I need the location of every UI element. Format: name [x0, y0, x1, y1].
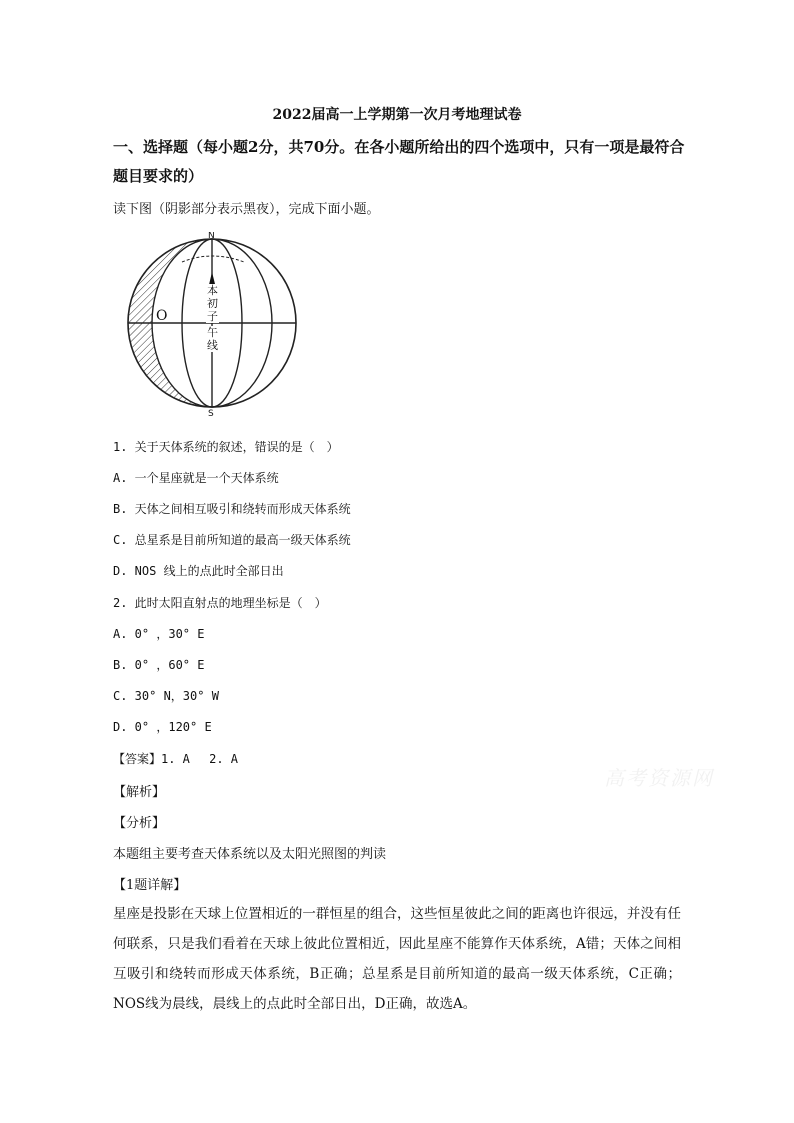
question-1-option-a: A. 一个星座就是一个天体系统 — [113, 471, 279, 485]
detail-label: 【1题详解】 — [113, 878, 187, 893]
fenxi-text: 本题组主要考查天体系统以及太阳光照图的判读 — [113, 847, 387, 862]
question-1-option-b: B. 天体之间相互吸引和绕转而形成天体系统 — [113, 502, 351, 516]
question-1-option-c: C. 总星系是目前所知道的最高一级天体系统 — [113, 533, 351, 547]
meridian-label-char: 子 — [207, 310, 218, 323]
question-2-option-b: B. 0° ，60° E — [113, 658, 205, 672]
center-o-label: O — [156, 308, 168, 324]
intro-text: 读下图（阴影部分表示黑夜），完成下面小题。 — [113, 202, 380, 217]
answer-line: 【答案】1. A 2. A — [113, 752, 239, 766]
question-1-stem: 1. 关于天体系统的叙述，错误的是（ ） — [113, 440, 339, 454]
detail-text: 星座是投影在天球上位置相近的一群恒星的组合，这些恒星彼此之间的距离也许很远，并没有任何联系，只是我们看着在天球上彼此位置相近，因此星座不能算作天体系统，A错；天体之间相互吸引和绕转而形成天体系统，B正确；总星系是目前所知道的最高一级天体系统，C正确；NOS线为晨线，晨线上的点此时全部日出，D正确，故选A。 — [113, 906, 681, 1012]
meridian-label-char: 线 — [207, 339, 218, 352]
analysis-label: 【解析】 — [113, 785, 166, 800]
globe-diagram — [120, 232, 310, 418]
meridian-label-char: 初 — [207, 297, 218, 310]
watermark: 高考资源网 — [604, 766, 714, 790]
section-heading: 一、选择题（每小题2分，共70分。在各小题所给出的四个选项中，只有一项是最符合题目要求的） — [113, 138, 685, 185]
question-2-stem: 2. 此时太阳直射点的地理坐标是（ ） — [113, 596, 327, 610]
south-label: S — [208, 409, 214, 418]
question-2-option-c: C. 30° N，30° W — [113, 689, 219, 703]
question-2-option-d: D. 0° ，120° E — [113, 720, 212, 734]
page-title: 2022届高一上学期第一次月考地理试卷 — [272, 107, 522, 123]
north-label: N — [208, 232, 215, 241]
meridian-label-char: 本 — [207, 284, 218, 297]
question-1-option-d: D. NOS 线上的点此时全部日出 — [113, 564, 284, 578]
fenxi-label: 【分析】 — [113, 816, 166, 831]
meridian-label — [206, 283, 219, 352]
question-2-option-a: A. 0° ，30° E — [113, 627, 205, 641]
meridian-label-char: 午 — [207, 326, 218, 339]
